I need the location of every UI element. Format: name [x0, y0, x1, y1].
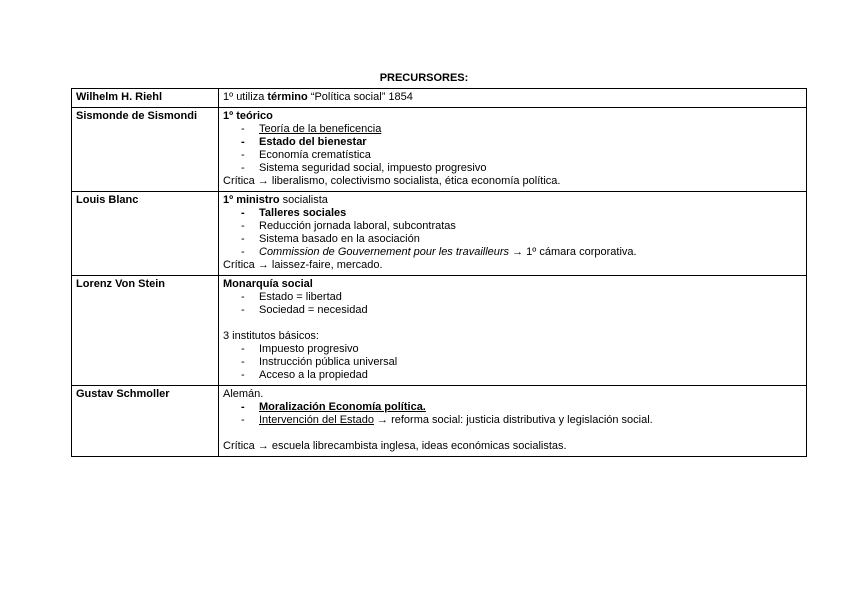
list-item: - Talleres sociales	[241, 207, 802, 220]
list-item: - Sociedad = necesidad	[241, 304, 802, 317]
detail-text: → 1º cámara corporativa.	[509, 246, 637, 258]
spacer	[223, 317, 802, 330]
detail-list	[223, 401, 802, 427]
table-row	[72, 276, 807, 386]
precursor-details	[219, 276, 807, 386]
precursor-name: Lorenz Von Stein	[72, 276, 219, 386]
precursor-name: Sismonde de Sismondi	[72, 108, 219, 192]
precursor-name: Gustav Schmoller	[72, 386, 219, 457]
table-row	[72, 386, 807, 457]
detail-text: socialista	[279, 194, 328, 206]
detail-subheading: 3 institutos básicos:	[223, 330, 319, 342]
precursor-details	[219, 108, 807, 192]
list-item	[241, 246, 802, 259]
spacer	[223, 427, 802, 440]
list-item: - Reducción jornada laboral, subcontratas	[241, 220, 802, 233]
precursor-details	[219, 89, 807, 108]
detail-list	[223, 291, 802, 317]
detail-bold: 1º ministro	[223, 194, 280, 206]
list-item: - Instrucción pública universal	[241, 356, 802, 369]
critica-text: Crítica → liberalismo, colectivismo socialista, ética economía política.	[223, 175, 561, 187]
detail-text: “Política social” 1854	[307, 91, 413, 103]
precursor-name: Louis Blanc	[72, 192, 219, 276]
page-title: PRECURSORES:	[379, 72, 469, 84]
precursores-table	[71, 88, 807, 457]
detail-list	[223, 123, 802, 175]
precursor-details	[219, 192, 807, 276]
table-row	[72, 89, 807, 108]
detail-text: → reforma social: justicia distributiva y legislación social.	[373, 414, 653, 426]
detail-list	[223, 207, 802, 259]
detail-italic: Commission de Gouvernement pour les travailleurs	[259, 246, 510, 258]
list-item: - Economía crematística	[241, 149, 802, 162]
detail-intro: Alemán.	[223, 388, 264, 400]
list-item: - Teoría de la beneficencia	[241, 123, 802, 136]
table-row	[72, 192, 807, 276]
list-item: - Impuesto progresivo	[241, 343, 802, 356]
detail-heading: 1º teórico	[223, 110, 273, 122]
list-item: - Estado = libertad	[241, 291, 802, 304]
table-row	[72, 108, 807, 192]
list-item: - Estado del bienestar	[241, 136, 802, 149]
critica-text: Crítica → escuela librecambista inglesa, ideas económicas socialistas.	[223, 440, 567, 452]
list-item: - Acceso a la propiedad	[241, 369, 802, 382]
detail-underline: Intervención del Estado	[259, 414, 374, 426]
detail-text: 1º utiliza	[223, 91, 268, 103]
detail-list	[223, 343, 802, 382]
critica-text: Crítica → laissez-faire, mercado.	[223, 259, 383, 271]
list-item: - Sistema seguridad social, impuesto progresivo	[241, 162, 802, 175]
detail-heading	[223, 194, 802, 207]
detail-bold: término	[267, 91, 308, 103]
detail-heading: Monarquía social	[223, 278, 313, 290]
precursor-details	[219, 386, 807, 457]
precursor-name: Wilhelm H. Riehl	[72, 89, 219, 108]
list-item	[241, 414, 802, 427]
list-item: - Sistema basado en la asociación	[241, 233, 802, 246]
list-item: - Moralización Economía política.	[241, 401, 802, 414]
